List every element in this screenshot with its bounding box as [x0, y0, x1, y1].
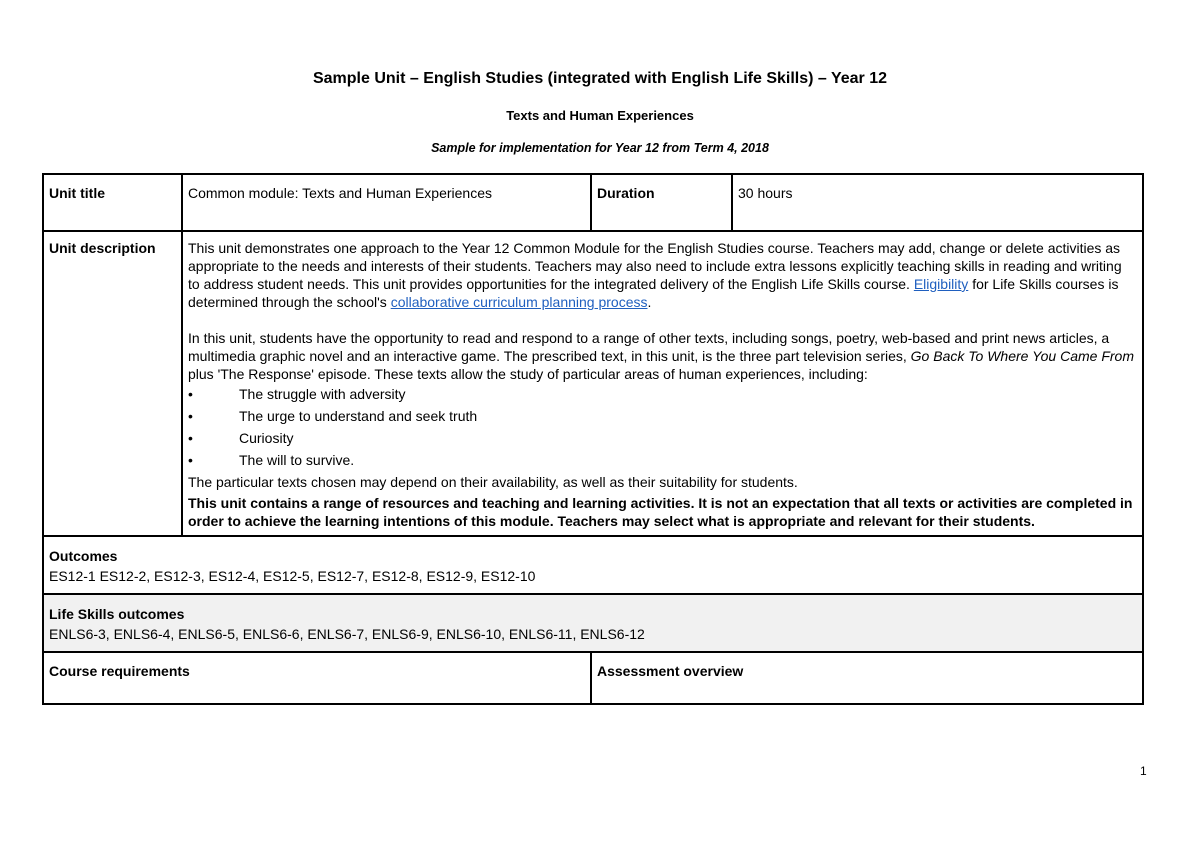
description-text-1b: for Life Skills courses is determined through the school's — [188, 276, 1119, 310]
unit-description-row — [43, 231, 1143, 536]
list-item — [188, 427, 1137, 449]
unit-title-label: Unit title — [43, 174, 182, 231]
description-text-1c: . — [647, 294, 652, 310]
list-item — [188, 383, 1137, 405]
implementation-note: Sample for implementation for Year 12 from Term 4, 2018 — [431, 141, 769, 155]
eligibility-link[interactable]: Eligibility — [913, 276, 969, 292]
life-skills-value: ENLS6-3, ENLS6-4, ENLS6-5, ENLS6-6, ENLS6-7, ENLS6-9, ENLS6-10, ENLS6-11, ENLS6-12 — [49, 626, 645, 642]
description-text-1: This unit demonstrates one approach to the Year 12 Common Module for the English Studies course. Teachers may add, change or delete activities as appropriate to the needs and interests of their students. Teachers may also need to include extra lessons explicitly teaching skills in reading and writing to address student needs. This unit provides opportunities for the integrated delivery of the English Life Skills course. — [188, 240, 1122, 292]
list-item-text: Curiosity — [239, 430, 294, 446]
prescribed-text-title: Go Back To Where You Came From — [910, 348, 1134, 364]
document-subtitle: Texts and Human Experiences — [506, 108, 694, 123]
life-skills-cell — [43, 594, 1143, 652]
outcomes-cell — [43, 536, 1143, 594]
bullet-icon: • — [188, 408, 193, 424]
unit-title-row — [43, 174, 1143, 231]
course-requirements-label: Course requirements — [43, 652, 591, 704]
bullet-icon: • — [188, 430, 193, 446]
course-requirements-row — [43, 652, 1143, 704]
bullet-icon: • — [188, 386, 193, 402]
unit-title-value: Common module: Texts and Human Experiences — [182, 174, 591, 231]
bullet-icon: • — [188, 452, 193, 468]
description-text-2a: In this unit, students have the opportunity to read and respond to a range of other texts, including songs, poetry, web-based and print news articles, a multimedia graphic novel and an interactive game. The prescribed text, in this unit, is the three part television series, — [188, 330, 1110, 364]
curriculum-planning-link[interactable]: collaborative curriculum planning process — [390, 294, 648, 310]
duration-value: 30 hours — [732, 174, 1143, 231]
description-paragraph-2 — [188, 329, 1137, 383]
assessment-overview-label: Assessment overview — [591, 652, 1143, 704]
page-number: 1 — [1140, 764, 1147, 778]
outcomes-label: Outcomes — [49, 548, 118, 564]
description-paragraph-1 — [188, 239, 1137, 311]
description-paragraph-3: The particular texts chosen may depend on their availability, as well as their suitability for students. — [188, 474, 798, 490]
unit-description-content — [182, 231, 1143, 536]
life-skills-label: Life Skills outcomes — [49, 606, 185, 622]
list-item-text: The urge to understand and seek truth — [239, 408, 478, 424]
unit-table — [42, 173, 1144, 705]
unit-description-label: Unit description — [43, 231, 182, 536]
list-item-text: The struggle with adversity — [239, 386, 406, 402]
outcomes-value: ES12-1 ES12-2, ES12-3, ES12-4, ES12-5, ES12-7, ES12-8, ES12-9, ES12-10 — [49, 568, 536, 584]
list-item — [188, 405, 1137, 427]
document-title: Sample Unit – English Studies (integrated with English Life Skills) – Year 12 — [312, 70, 888, 87]
life-skills-row — [43, 594, 1143, 652]
list-item-text: The will to survive. — [239, 452, 355, 468]
list-item — [188, 449, 1137, 471]
outcomes-row — [43, 536, 1143, 594]
description-text-2b: plus 'The Response' episode. These texts allow the study of particular areas of human experiences, including: — [188, 366, 868, 382]
description-paragraph-4: This unit contains a range of resources and teaching and learning activities. It is not an expectation that all texts or activities are completed in order to achieve the learning intentions of this module. Teachers may select what is appropriate and relevant for their students. — [188, 495, 1133, 529]
duration-label: Duration — [591, 174, 732, 231]
